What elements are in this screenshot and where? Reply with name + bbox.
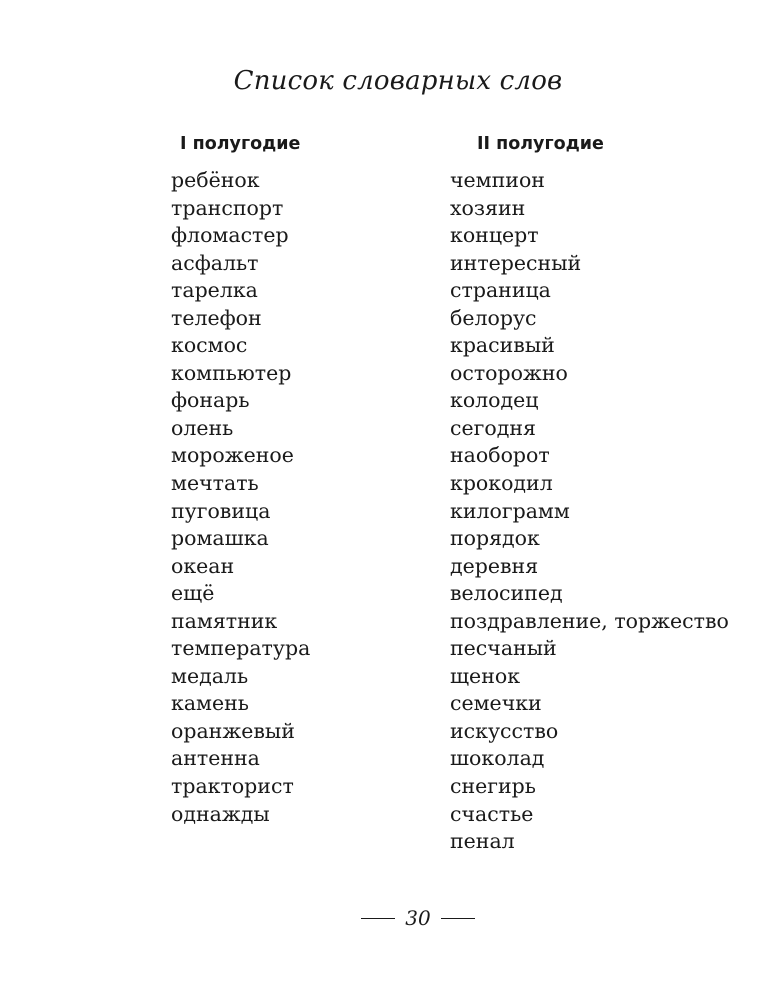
word-item: однажды [171, 801, 270, 826]
word-item: счастье [450, 801, 534, 826]
word-item: поздравление, торжество [450, 608, 729, 633]
word-item: фонарь [171, 388, 250, 413]
word-item: крокодил [450, 471, 553, 496]
word-item: снегирь [450, 774, 536, 799]
word-item: мороженое [171, 443, 294, 468]
word-item: шоколад [450, 746, 545, 771]
word-item: искусство [450, 718, 559, 743]
word-item: космос [171, 333, 248, 358]
word-item: деревня [450, 553, 539, 578]
word-item: концерт [450, 223, 539, 248]
page-number: 30 [405, 906, 431, 930]
word-item: страница [450, 278, 551, 303]
word-item: океан [171, 553, 235, 578]
word-list-second-half [450, 167, 729, 856]
word-item: велосипед [450, 581, 563, 606]
word-item: порядок [450, 526, 540, 551]
word-item: телефон [171, 305, 262, 330]
word-item: чемпион [450, 168, 545, 192]
column-heading-first-half: I полугодие [180, 134, 301, 154]
word-item: песчаный [450, 636, 557, 661]
word-item: интересный [450, 250, 582, 275]
word-item: красивый [450, 333, 555, 358]
column-heading-second-half: II полугодие [477, 134, 604, 154]
word-item: антенна [171, 746, 260, 771]
word-item: осторожно [450, 360, 568, 385]
word-item: камень [171, 691, 249, 716]
page-footer [0, 906, 768, 930]
word-item: тракторист [171, 774, 294, 799]
word-item: ребёнок [171, 168, 260, 192]
word-item: ещё [171, 581, 215, 606]
word-item: компьютер [171, 360, 292, 385]
word-item: медаль [171, 663, 249, 688]
word-item: семечки [450, 691, 542, 716]
footer-dash-left [361, 918, 395, 919]
word-item: сегодня [450, 415, 536, 440]
word-item: белорус [450, 305, 537, 330]
word-item: транспорт [171, 195, 284, 220]
word-item: пуговица [171, 498, 271, 523]
word-item: щенок [450, 663, 521, 688]
word-item: фломастер [171, 223, 289, 248]
word-item: ромашка [171, 526, 269, 551]
word-list-first-half [171, 167, 310, 828]
page-title: Список словарных слов [233, 66, 563, 96]
word-item: асфальт [171, 250, 259, 275]
word-item: наоборот [450, 443, 550, 468]
footer-dash-right [441, 918, 475, 919]
word-item: хозяин [450, 195, 526, 220]
word-item: температура [171, 636, 311, 661]
word-item: тарелка [171, 278, 258, 303]
word-item: колодец [450, 388, 539, 413]
word-item: пенал [450, 829, 515, 854]
word-item: килограмм [450, 498, 570, 523]
word-item: оранжевый [171, 718, 295, 743]
word-item: мечтать [171, 471, 259, 496]
word-item: олень [171, 415, 234, 440]
word-item: памятник [171, 608, 278, 633]
